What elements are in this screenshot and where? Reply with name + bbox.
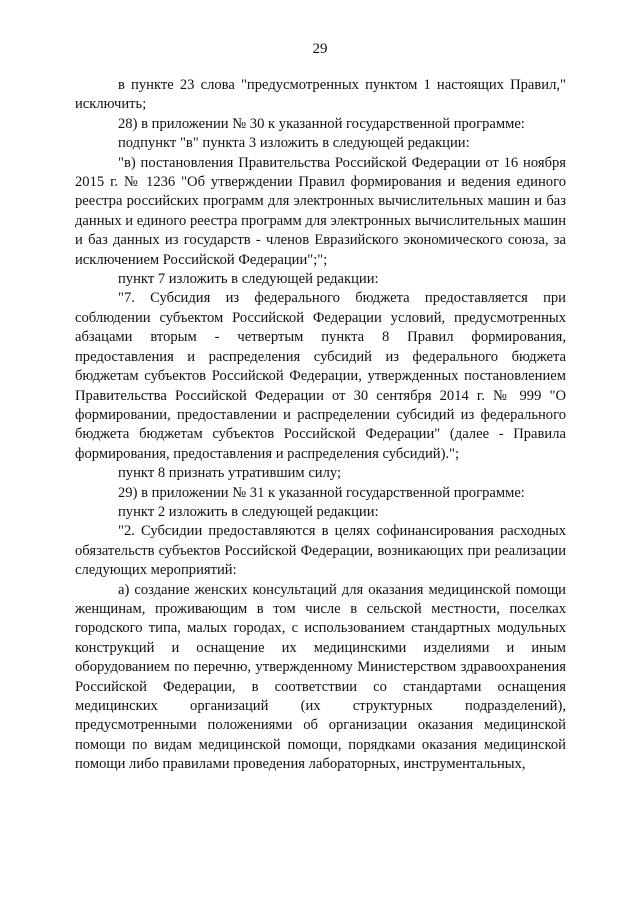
- paragraph-appendix-31-heading: 29) в приложении № 31 к указанной государственной программе:: [118, 484, 525, 501]
- paragraph-item-23-amendment: в пункте 23 слова "предусмотренных пунктом 1 настоящих Правил," исключить;: [75, 77, 566, 113]
- paragraph-item-2-text: "2. Субсидии предоставляются в целях софинансирования расходных обязательств субъектов Российской Федерации, возникающих при реализации следующих мероприятий:: [75, 523, 566, 579]
- paragraph-item-8-repeal: пункт 8 признать утратившим силу;: [118, 465, 342, 482]
- paragraph-subitem-v-intro: подпункт "в" пункта 3 изложить в следующей редакции:: [118, 135, 470, 152]
- paragraph-item-2-intro: пункт 2 изложить в следующей редакции:: [118, 503, 379, 520]
- paragraph-item-7-text: "7. Субсидия из федерального бюджета предоставляется при соблюдении субъектом Российской Федерации условий, предусмотренных абзацами вторым - четвертым пункта 8 Правил формирования, предоставления и распределения субсидий из федерального бюджета бюджетам субъектов Российской Федерации, утвержденных постановлением Правительства Российской Федерации от 30 сентября 2014 г. № 999 "О формировании, предоставлении и распределении субсидий из федерального бюджета бюджетам субъектов Российской Федерации" (далее - Правила формирования, предоставления и распределения субсидий).";: [75, 290, 566, 462]
- paragraph-item-7-intro: пункт 7 изложить в следующей редакции:: [118, 271, 379, 288]
- paragraph-appendix-30-heading: 28) в приложении № 30 к указанной государственной программе:: [118, 115, 525, 132]
- paragraph-subitem-v-text: "в) постановления Правительства Российской Федерации от 16 ноября 2015 г. № 1236 "Об утверждении Правил формирования и ведения единого реестра российских программ для электронных вычислительных машин и баз данных и единого реестра программ для электронных вычислительных машин и баз данных из государств - членов Евразийского экономического союза, за исключением Российской Федерации";";: [75, 154, 566, 268]
- paragraph-subitem-a-text: а) создание женских консультаций для оказания медицинской помощи женщинам, проживающим в том числе в сельской местности, поселках городского типа, малых городах, с использованием стандартных модульных конструкций и оснащение их медицинскими изделиями и иным оборудованием по перечню, утвержденному Министерством здравоохранения Российской Федерации, в соответствии со стандартами оснащения медицинских организаций (их структурных подразделений), предусмотренными положениями об организации оказания медицинской помощи по видам медицинской помощи, порядками оказания медицинской помощи либо правилами проведения лабораторных, инструментальных,: [75, 581, 566, 773]
- page-number: 29: [312, 41, 328, 57]
- document-body: [75, 76, 566, 775]
